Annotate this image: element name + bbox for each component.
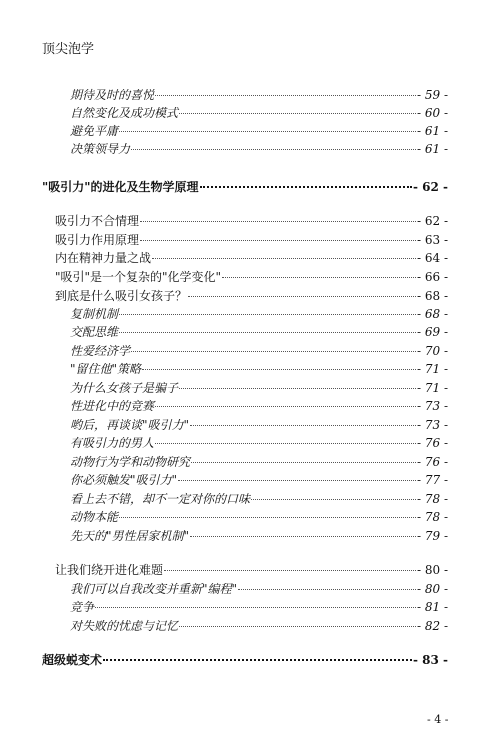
toc-entry-title: 吸引力作用原理 [55, 233, 140, 247]
toc-entry-page: - 71 - [416, 381, 448, 395]
toc-entry-page: - 68 - [416, 289, 448, 303]
toc-entry[interactable] [70, 399, 448, 413]
toc-entry-page: - 61 - [416, 124, 448, 138]
toc-entry-title: 内在精神力量之战 [55, 251, 152, 265]
toc-entry-title: 自然变化及成功模式 [70, 106, 179, 120]
dot-leader [95, 607, 416, 608]
toc-entry[interactable] [70, 600, 448, 614]
toc-entry[interactable] [70, 582, 448, 596]
dot-leader [190, 536, 416, 537]
toc-entry-page: - 61 - [416, 142, 448, 156]
toc-entry-title: "吸引"是一个复杂的"化学变化" [55, 270, 222, 284]
toc-entry-title: 决策领导力 [70, 142, 131, 156]
dot-leader [142, 369, 416, 370]
dot-leader [131, 351, 416, 352]
dot-leader [164, 570, 416, 571]
dot-leader [103, 659, 412, 661]
toc-entry-page: - 71 - [416, 362, 448, 376]
toc-entry[interactable] [70, 344, 448, 358]
dot-leader [238, 589, 416, 590]
toc-entry-page: - 77 - [416, 473, 448, 487]
dot-leader [191, 462, 416, 463]
toc-entry-title: 动物行为学和动物研究 [70, 455, 191, 469]
toc-entry-page: - 60 - [416, 106, 448, 120]
toc-entry[interactable] [70, 529, 448, 543]
toc-entry-page: - 63 - [416, 233, 448, 247]
toc-entry[interactable] [70, 88, 448, 102]
toc-entry[interactable] [55, 289, 448, 303]
toc-entry-title: 动物本能 [70, 510, 119, 524]
dot-leader [188, 296, 416, 297]
toc-entry-page: - 82 - [416, 619, 448, 633]
toc-entry[interactable] [70, 381, 448, 395]
toc-entry[interactable] [70, 124, 448, 138]
toc-entry-title: 我们可以自我改变并重新"编程" [70, 582, 238, 596]
toc-entry-page: - 78 - [416, 492, 448, 506]
dot-leader [179, 388, 416, 389]
running-header: 顶尖泡学 [42, 42, 95, 57]
toc-entry-page: - 66 - [416, 270, 448, 284]
toc-entry[interactable] [70, 142, 448, 156]
toc-entry-page: - 80 - [416, 563, 448, 577]
toc-entry-title: 复制机制 [70, 307, 119, 321]
dot-leader [179, 113, 416, 114]
page-number: - 4 - [427, 713, 449, 726]
toc-entry-title: 交配思维 [70, 325, 119, 339]
toc-entry-title: 为什么女孩子是骗子 [70, 381, 179, 395]
toc-entry-page: - 62 - [412, 180, 448, 194]
toc-entry-title: 竞争 [70, 600, 95, 614]
dot-leader [131, 149, 416, 150]
toc-entry-page: - 78 - [416, 510, 448, 524]
toc-entry-title: "吸引力"的进化及生物学原理 [42, 180, 199, 194]
dot-leader [140, 221, 416, 222]
toc-entry-page: - 68 - [416, 307, 448, 321]
toc-entry-page: - 73 - [416, 418, 448, 432]
toc-entry-title: 避免平庸 [70, 124, 119, 138]
dot-leader [179, 626, 416, 627]
toc-entry-title: 让我们绕开进化难题 [55, 563, 164, 577]
toc-entry[interactable] [70, 473, 448, 487]
dot-leader [119, 131, 416, 132]
dot-leader [152, 258, 416, 259]
dot-leader [190, 425, 416, 426]
toc-entry-page: - 79 - [416, 529, 448, 543]
dot-leader [119, 517, 416, 518]
toc-entry-page: - 62 - [416, 214, 448, 228]
toc-entry[interactable] [70, 362, 448, 376]
toc-entry[interactable] [70, 619, 448, 633]
toc-entry-title: "留住他"策略 [70, 362, 142, 376]
toc-entry[interactable] [70, 455, 448, 469]
toc-entry-page: - 64 - [416, 251, 448, 265]
toc-entry-title: 对失败的忧虑与记忆 [70, 619, 179, 633]
dot-leader [119, 332, 416, 333]
dot-leader [140, 240, 416, 241]
dot-leader [119, 314, 416, 315]
dot-leader [251, 499, 416, 500]
toc-entry-title: 性进化中的竞赛 [70, 399, 155, 413]
toc-entry[interactable] [70, 106, 448, 120]
toc-entry-page: - 81 - [416, 600, 448, 614]
toc-entry-page: - 73 - [416, 399, 448, 413]
toc-entry[interactable] [70, 325, 448, 339]
toc-entry-title: 哟后，再谈谈"吸引力" [70, 418, 190, 432]
dot-leader [178, 480, 416, 481]
toc-entry-page: - 83 - [412, 653, 448, 667]
toc-entry-title: 有吸引力的男人 [70, 436, 155, 450]
toc-entry[interactable] [70, 510, 448, 524]
toc-entry[interactable] [70, 492, 448, 506]
dot-leader [155, 95, 416, 96]
toc-entry[interactable] [55, 233, 448, 247]
toc-entry[interactable] [55, 563, 448, 577]
toc-entry-title: 超级蜕变术 [42, 653, 103, 667]
toc-entry-page: - 76 - [416, 455, 448, 469]
dot-leader [155, 406, 416, 407]
dot-leader [222, 277, 416, 278]
toc-entry[interactable] [55, 251, 448, 265]
toc-entry-page: - 76 - [416, 436, 448, 450]
toc-entry-title: 吸引力不合情理 [55, 214, 140, 228]
dot-leader [200, 186, 412, 188]
toc-entry[interactable] [70, 307, 448, 321]
toc-entry-title: 你必须触发"吸引力" [70, 473, 178, 487]
toc-entry[interactable] [70, 418, 448, 432]
toc-entry-page: - 69 - [416, 325, 448, 339]
toc-entry-page: - 80 - [416, 582, 448, 596]
toc-entry-title: 看上去不错，却不一定对你的口味 [70, 492, 251, 506]
toc-entry-page: - 70 - [416, 344, 448, 358]
toc-chapter-entry[interactable] [42, 653, 448, 667]
toc-entry-title: 先天的"男性居家机制" [70, 529, 190, 543]
toc-chapter-entry[interactable] [42, 180, 448, 194]
dot-leader [155, 443, 416, 444]
toc-entry[interactable] [70, 436, 448, 450]
toc-entry-page: - 59 - [416, 88, 448, 102]
toc-entry[interactable] [55, 214, 448, 228]
toc-entry-title: 性爱经济学 [70, 344, 131, 358]
toc-entry[interactable] [55, 270, 448, 284]
toc-entry-title: 期待及时的喜悦 [70, 88, 155, 102]
toc-entry-title: 到底是什么吸引女孩子？ [55, 289, 188, 303]
